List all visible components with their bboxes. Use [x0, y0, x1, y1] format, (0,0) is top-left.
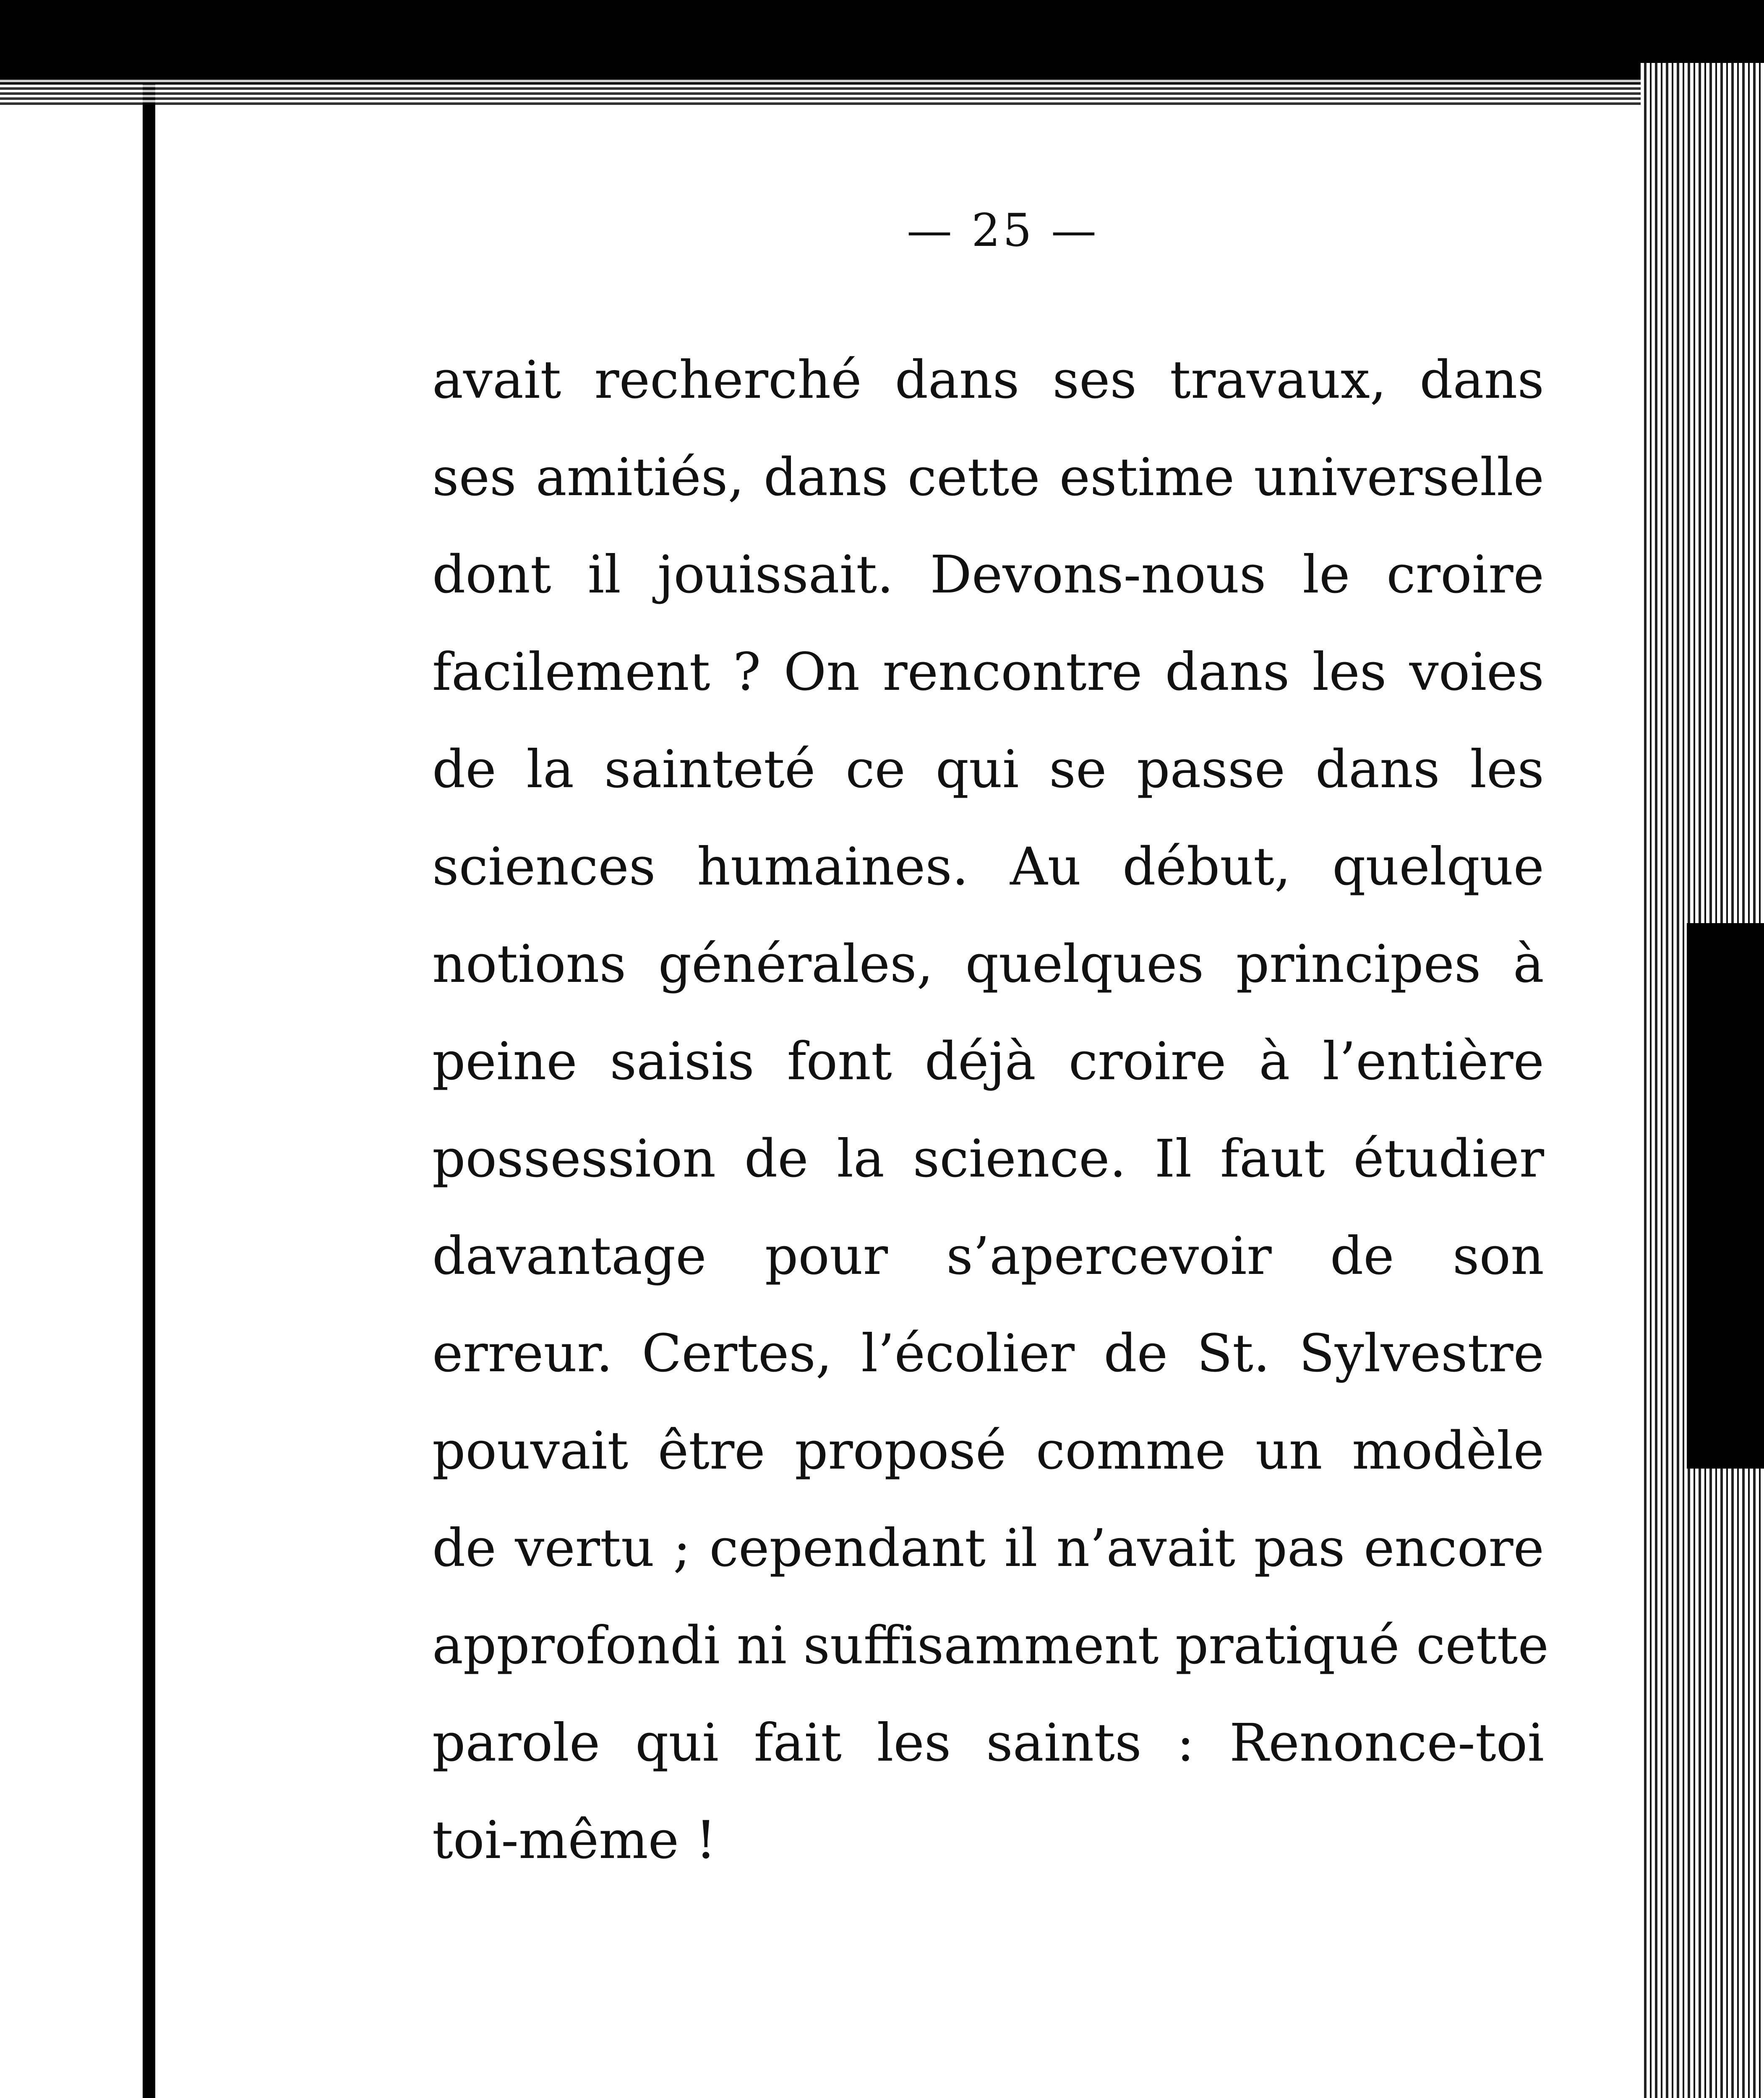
text-line: ses amitiés, dans cette estime universelle [432, 447, 1544, 508]
text-line: notions générales, quelques principes à [432, 934, 1544, 994]
page-fore-edges [1641, 63, 1764, 2098]
binding-rule [143, 84, 155, 2098]
text-line: dont il jouissait. Devons-nous le croire [432, 545, 1544, 605]
text-line: pouvait être proposé comme un modèle [432, 1421, 1544, 1481]
text-line: avait recherché dans ses travaux, dans [432, 350, 1544, 410]
binding-margin [0, 84, 155, 2098]
text-line: parole qui fait les saints : Renonce-toi [432, 1713, 1544, 1773]
text-line: approfondi ni suffisamment pratiqué cette [432, 1615, 1549, 1676]
page-number: — 25 — [906, 204, 1099, 257]
text-line: facilement ? On rencontre dans les voies [432, 642, 1544, 702]
text-line: sciences humaines. Au début, quelque [432, 837, 1544, 897]
text-line: erreur. Certes, l’écolier de St. Sylvestre [432, 1323, 1544, 1384]
text-line: de vertu ; cependant il n’avait pas encore [432, 1518, 1544, 1579]
text-line: toi-même ! [432, 1810, 717, 1871]
text-line: possession de la science. Il faut étudier [432, 1129, 1544, 1189]
text-line: peine saisis font déjà croire à l’entière [432, 1031, 1544, 1092]
text-line: de la sainteté ce qui se passe dans les [432, 739, 1544, 800]
text-line: davantage pour s’apercevoir de son [432, 1226, 1544, 1286]
fore-edge-shadow [1687, 923, 1764, 1469]
top-page-edge [0, 80, 1678, 105]
body-text [432, 331, 1549, 1889]
